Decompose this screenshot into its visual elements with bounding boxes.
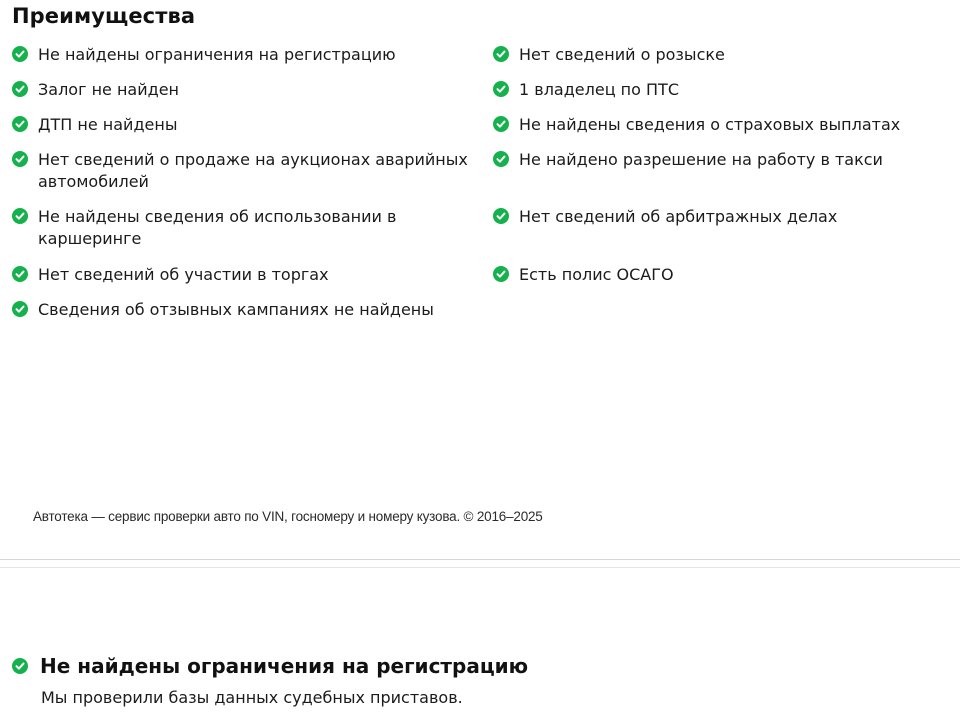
detail-title: Не найдены ограничения на регистрацию [40,654,529,678]
advantage-text: Залог не найден [38,80,179,99]
section-divider [0,559,960,568]
advantage-text: Не найдены сведения о страховых выплатах [519,115,901,134]
advantage-text: Не найдены сведения об использовании в каршеринге [38,207,397,248]
check-circle-icon [12,301,28,317]
advantage-item [12,299,478,321]
advantage-item [12,206,398,250]
advantage-item [493,206,959,228]
advantage-text: Нет сведений о розыске [519,45,725,64]
advantage-item [12,264,478,286]
advantage-text: Сведения об отзывных кампаниях не найдены [38,300,434,319]
advantage-text: Есть полис ОСАГО [519,265,674,284]
advantage-text: ДТП не найдены [38,115,178,134]
advantage-text: 1 владелец по ПТС [519,80,679,99]
check-circle-icon [12,208,28,224]
check-circle-icon [493,151,509,167]
advantage-text: Нет сведений об участии в торгах [38,265,329,284]
check-circle-icon [493,46,509,62]
advantage-text: Не найдены ограничения на регистрацию [38,45,396,64]
advantage-item [12,79,478,101]
check-circle-icon [12,658,28,674]
advantage-item [493,264,959,286]
advantage-item [493,44,959,66]
check-circle-icon [12,116,28,132]
advantage-item [12,149,478,193]
advantage-item [493,79,959,101]
advantages-title: Преимущества [12,4,196,28]
advantage-item [12,114,478,136]
advantage-text: Нет сведений о продаже на аукционах аварийных автомобилей [38,150,468,191]
check-circle-icon [12,266,28,282]
footer-copyright: Автотека — сервис проверки авто по VIN, госномеру и номеру кузова. © 2016–2025 [33,509,543,524]
check-circle-icon [12,151,28,167]
check-circle-icon [493,266,509,282]
advantage-item [493,149,959,171]
detail-description: Мы проверили базы данных судебных приставов. [41,688,463,707]
advantage-item [493,114,959,136]
check-circle-icon [493,208,509,224]
detail-section-heading [12,654,528,678]
advantage-text: Не найдено разрешение на работу в такси [519,150,883,169]
check-circle-icon [493,81,509,97]
check-circle-icon [12,81,28,97]
advantage-text: Нет сведений об арбитражных делах [519,207,838,226]
advantage-item [12,44,478,66]
check-circle-icon [12,46,28,62]
check-circle-icon [493,116,509,132]
